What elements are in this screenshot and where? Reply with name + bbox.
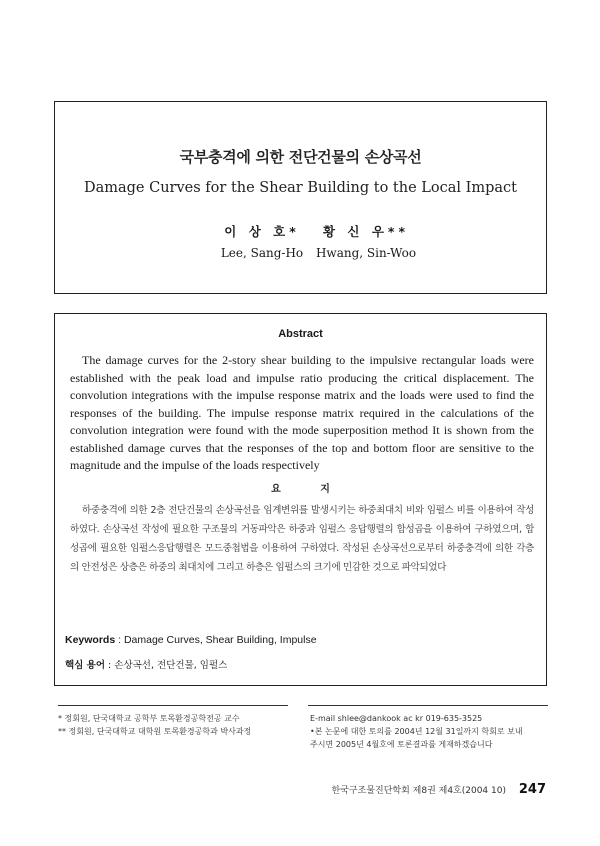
keywords-separator: : <box>108 660 115 671</box>
author-name-english: Lee, Sang-Ho <box>220 246 304 260</box>
footnote-line: E-mail shlee@dankook ac kr 019-635-3525 <box>310 714 483 723</box>
title-box <box>54 101 547 294</box>
footnote-divider-right <box>308 705 548 706</box>
author <box>202 222 322 260</box>
keywords-value: Damage Curves, Shear Building, Impulse <box>123 634 317 646</box>
footnote-line: •본 논문에 대한 토의를 2004년 12월 31일까지 학회로 보내 <box>310 727 523 736</box>
footnote-line: 주시면 2005년 4월호에 토론결과를 게재하겠습니다 <box>310 740 493 749</box>
page-footer <box>332 782 546 797</box>
footnote-divider-left <box>58 705 288 706</box>
author-name-korean: 이 상 호* <box>224 224 300 239</box>
keywords-separator: : <box>118 634 124 646</box>
paper-title-korean: 국부충격에 의한 전단건물의 손상곡선 <box>179 148 422 166</box>
summary-text-korean: 하중충격에 의한 2층 전단건물의 손상곡선을 임계변위를 발생시키는 하중최대치 비와 임펄스 비를 이용하여 작성하였다. 손상곡선 작성에 필요한 구조물의 거동파악은 하중과 임펄스 응답행렬의 합성곱을 이용하여 구하였으며, 합성곱에 필요한 임펄스응답행렬은 모드중첩법을 이용하여 구하였다. 작성된 손상곡선으로부터 하중충격에 의한 각층의 안전성은 상층은 하중의 최대치에 그리고 하층은 임펄스의 크기에 민감한 것으로 파악되었다 <box>70 505 534 573</box>
author-name-english: Hwang, Sin-Woo <box>315 246 417 260</box>
paper-title-english: Damage Curves for the Shear Building to the Local Impact <box>83 180 518 196</box>
footnote-line: ** 정회원, 단국대학교 대학원 토목환경공학과 박사과정 <box>58 727 252 736</box>
author-list <box>55 222 546 262</box>
keywords-label: Keywords <box>65 634 116 646</box>
footnotes-affiliations <box>58 712 303 738</box>
footnote-line: * 정회원, 단국대학교 공학부 토목환경공학전공 교수 <box>58 714 240 723</box>
abstract-heading: Abstract <box>278 328 323 340</box>
author <box>306 222 426 260</box>
keywords-label-korean: 핵심 용어 <box>65 660 106 671</box>
keywords-english <box>65 634 317 646</box>
abstract-text: The damage curves for the 2-story shear building to the impulsive rectangular loads were established with the peak load and impulse ratio producing the critical displacement. The convolution integrations with the impulse response matrix and the loads were used to find the responses of the building. The impulse response matrix required in the calculations of the convolution integration were found with the mode superposition method It is shown from the established damage curves that the responses of the top and bottom floor are sensitive to the magnitude and the impulse of the loads respectively <box>70 353 534 472</box>
page-number: 247 <box>518 782 546 797</box>
keywords-korean <box>65 657 227 671</box>
abstract-box <box>54 313 547 686</box>
summary-heading-korean: 요 지 <box>271 484 348 495</box>
journal-info: 한국구조물진단학회 제8권 제4호(2004 10) <box>331 786 506 796</box>
author-name-korean: 황 신 우** <box>322 224 409 239</box>
footnotes-contact <box>310 712 555 751</box>
keywords-value-korean: 손상곡선, 전단건물, 임펄스 <box>114 660 228 671</box>
